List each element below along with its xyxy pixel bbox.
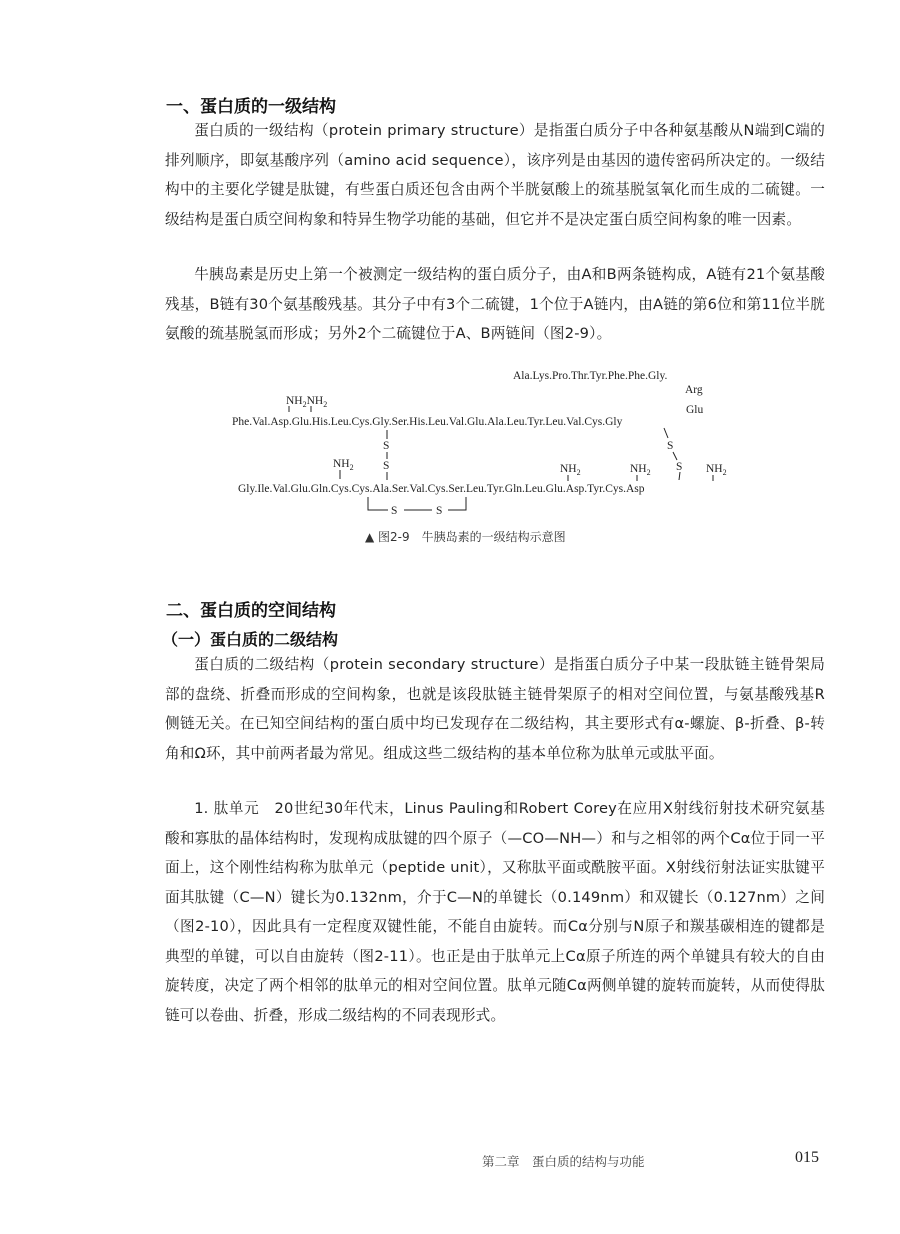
intra-chain-bond bbox=[368, 497, 388, 510]
disulfide-s: S bbox=[391, 505, 398, 517]
b-chain-main: Phe.Val.Asp.Glu.His.Leu.Cys.Gly.Ser.His.Leu.Val.Glu.Ala.Leu.Tyr.Leu.Val.Cys.Gly bbox=[232, 416, 623, 428]
section2-paragraph-2 bbox=[165, 794, 825, 1030]
section1-paragraph-2: 牛胰岛素是历史上第一个被测定一级结构的蛋白质分子，由A和B两条链构成，A链有21个氨基酸残基，B链有30个氨基酸残基。其分子中有3个二硫键，1个位于A链内，由A链的第6位和第11位半胱氨酸的巯基脱氢而形成；另外2个二硫键位于A、B两链间（图2-9）。 bbox=[165, 266, 825, 342]
b-chain-tail: Ala.Lys.Pro.Thr.Tyr.Phe.Phe.Gly. bbox=[513, 370, 668, 382]
disulfide-s: S bbox=[436, 505, 443, 517]
disulfide-s: S bbox=[667, 440, 674, 452]
intra-chain-bond bbox=[448, 497, 466, 510]
section1-heading: 一、蛋白质的一级结构 bbox=[166, 97, 336, 117]
a-chain: Gly.Ile.Val.Glu.Gln.Cys.Cys.Ala.Ser.Val.Cys.Ser.Leu.Tyr.Gln.Leu.Glu.Asp.Tyr.Cys.Asp bbox=[238, 483, 645, 495]
page-number: 015 bbox=[795, 1149, 819, 1166]
arg-label: Arg bbox=[685, 384, 703, 396]
nh2nh2-label: $NH_2NH_2$ bbox=[286, 395, 328, 409]
footer-chapter-title: 第二章 蛋白质的结构与功能 bbox=[482, 1154, 645, 1169]
disulfide-s: S bbox=[676, 461, 683, 473]
disulfide-s: S bbox=[383, 460, 390, 472]
glu-label: Glu bbox=[686, 404, 704, 416]
bond bbox=[679, 472, 680, 480]
section2-subheading: （一）蛋白质的二级结构 bbox=[162, 630, 339, 649]
paragraph-label: 1. 肽单元 bbox=[194, 800, 260, 817]
nh2-label: $NH_2$ bbox=[706, 463, 727, 477]
section2-heading: 二、蛋白质的空间结构 bbox=[166, 601, 336, 621]
nh2-label: $NH_2$ bbox=[333, 458, 354, 472]
figure-caption: ▲ 图2-9 牛胰岛素的一级结构示意图 bbox=[365, 530, 566, 544]
nh2-label: $NH_2$ bbox=[560, 463, 581, 477]
nh2-label: $NH_2$ bbox=[630, 463, 651, 477]
insulin-structure-figure bbox=[228, 362, 748, 524]
bond bbox=[673, 452, 677, 460]
section2-paragraph-1: 蛋白质的二级结构（protein secondary structure）是指蛋白质分子中某一段肽链主链骨架局部的盘绕、折叠而形成的空间构象，也就是该段肽链主链骨架原子的相对空间位置，与氨基酸残基R侧链无关。在已知空间结构的蛋白质中均已发现存在二级结构，其主要形式有α-螺旋、β-折叠、β-转角和Ω环，其中前两者最为常见。组成这些二级结构的基本单位称为肽单元或肽平面。 bbox=[165, 656, 825, 762]
bond bbox=[664, 428, 668, 438]
section1-paragraph-1: 蛋白质的一级结构（protein primary structure）是指蛋白质分子中各种氨基酸从N端到C端的排列顺序，即氨基酸序列（amino acid sequence），该序列是由基因的遗传密码所决定的。一级结构中的主要化学键是肽键，有些蛋白质还包含由两个半胱氨酸上的巯基脱氢氧化而生成的二硫键。一级结构是蛋白质空间构象和特异生物学功能的基础，但它并不是决定蛋白质空间构象的唯一因素。 bbox=[165, 122, 825, 228]
paragraph-body: 20世纪30年代末，Linus Pauling和Robert Corey在应用X射线衍射技术研究氨基酸和寡肽的晶体结构时，发现构成肽键的四个原子（—CO—NH—）和与之相邻的两个Cα位于同一平面上，这个刚性结构称为肽单元（peptide unit），又称肽平面或酰胺平面。X射线衍射法证实肽键平面其肽键（C—N）键长为0.132nm，介于C—N的单键长（0.149nm）和双键长（0.127nm）之间（图2-10），因此具有一定程度双键性能，不能自由旋转。而Cα分别与N原子和羰基碳相连的键都是典型的单键，可以自由旋转（图2-11）。也正是由于肽单元上Cα原子所连的两个单键具有较大的自由旋转度，决定了两个相邻的肽单元的相对空间位置。肽单元随Cα两侧单键的旋转而旋转，从而使得肽链可以卷曲、折叠，形成二级结构的不同表现形式。 bbox=[165, 800, 826, 1024]
disulfide-s: S bbox=[383, 440, 390, 452]
